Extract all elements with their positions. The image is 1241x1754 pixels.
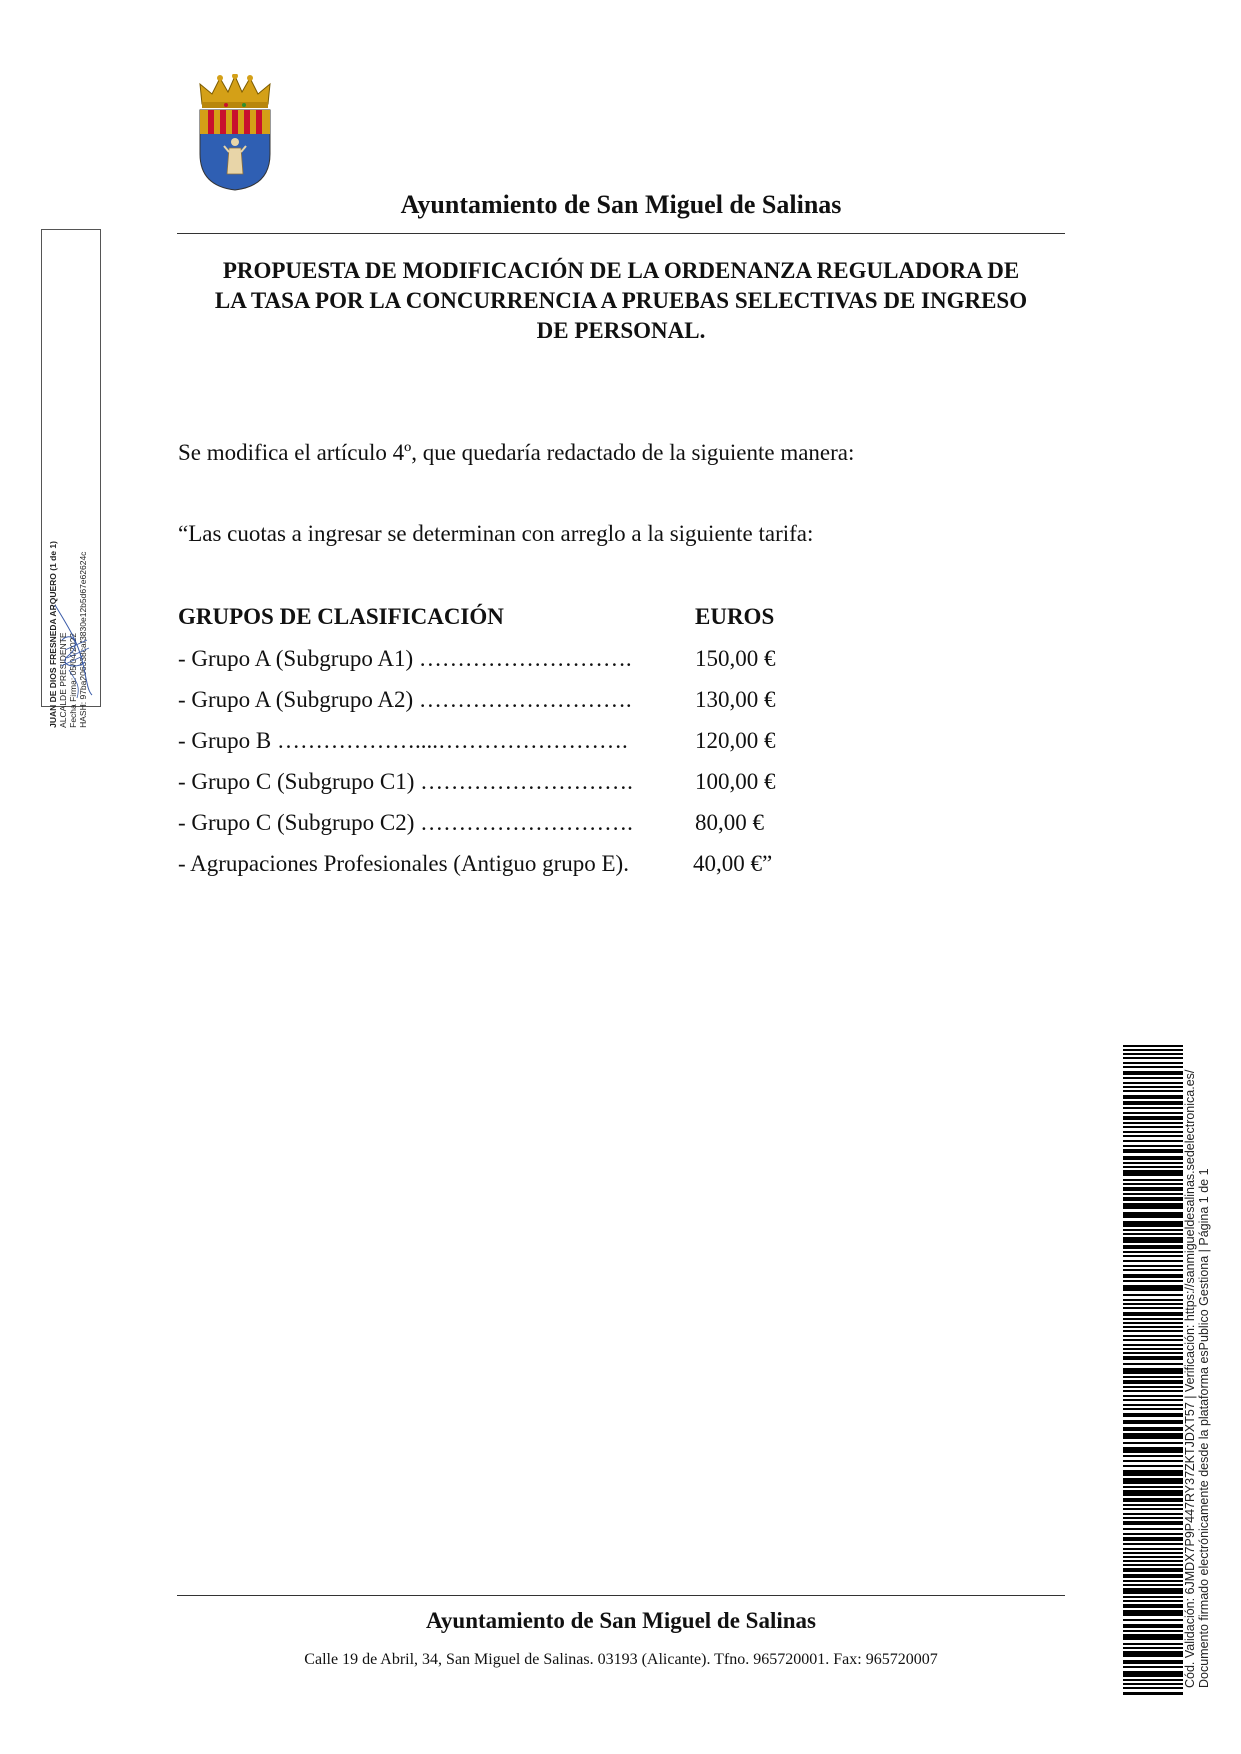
barcode-bar (1123, 1318, 1183, 1320)
barcode-bar (1123, 1260, 1183, 1262)
barcode-bar (1123, 1212, 1183, 1218)
barcode-bar (1123, 1679, 1183, 1681)
tariff-amount: 150,00 € (695, 646, 776, 671)
barcode-bar (1123, 1086, 1183, 1088)
barcode-bar (1123, 1560, 1183, 1562)
tariff-group-label: - Grupo A (Subgrupo A1) ………………………. (178, 646, 632, 671)
barcode-bar (1123, 1187, 1183, 1191)
barcode-bar (1123, 1193, 1183, 1195)
barcode-bar (1123, 1116, 1183, 1120)
barcode-bar (1123, 1339, 1183, 1341)
barcode-bar (1123, 1326, 1183, 1328)
document-title-line: DE PERSONAL. (536, 318, 706, 343)
barcode-bar (1123, 1265, 1183, 1267)
barcode-bar (1123, 1504, 1183, 1506)
barcode-bar (1123, 1344, 1183, 1346)
barcode-bar (1123, 1348, 1183, 1350)
barcode-bar (1123, 1548, 1183, 1550)
document-title-line: LA TASA POR LA CONCURRENCIA A PRUEBAS SELECTIVAS DE INGRESO (214, 288, 1028, 313)
barcode-bar (1123, 1543, 1183, 1545)
barcode-bar (1123, 1552, 1183, 1554)
footer-address: Calle 19 de Abril, 34, San Miguel de Salinas. 03193 (Alicante). Tfno. 965720001. Fax: 965720007 (304, 1651, 938, 1668)
barcode-bar (1123, 1299, 1183, 1301)
barcode-bar (1123, 1156, 1183, 1160)
barcode-bar (1123, 1687, 1183, 1689)
barcode-bar (1123, 1647, 1183, 1649)
barcode-bar (1123, 1307, 1183, 1309)
handwritten-signature-image (47, 600, 97, 700)
document-title (176, 256, 1066, 346)
barcode-bar (1123, 1600, 1183, 1602)
barcode-bar (1123, 1090, 1183, 1092)
barcode-bar (1123, 1408, 1183, 1410)
barcode-bar (1123, 1312, 1183, 1316)
tariff-row (178, 687, 818, 719)
barcode-image (1123, 1045, 1183, 1695)
barcode-bar (1123, 1513, 1183, 1515)
barcode-bar (1123, 1671, 1183, 1677)
barcode-bar (1123, 1053, 1183, 1055)
barcode-bar (1123, 1057, 1183, 1059)
barcode-bar (1123, 1619, 1183, 1621)
barcode-bar (1123, 1303, 1183, 1305)
barcode-bar (1123, 1066, 1183, 1068)
coat-of-arms-logo (196, 74, 274, 192)
barcode-bar (1123, 1413, 1183, 1417)
validation-side-text (1183, 1038, 1211, 1688)
barcode-bar (1123, 1447, 1183, 1453)
tariff-group-label: - Grupo C (Subgrupo C2) ………………………. (178, 810, 633, 835)
tariff-group-label: - Grupo B ………………....……………………. (178, 728, 628, 753)
barcode-bar (1123, 1478, 1183, 1484)
barcode-bar (1123, 1508, 1183, 1510)
barcode-bar (1123, 1322, 1183, 1324)
barcode-bar (1123, 1404, 1183, 1406)
barcode-bar (1123, 1131, 1183, 1133)
tariff-group-label: - Grupo C (Subgrupo C1) ………………………. (178, 769, 633, 794)
barcode-bar (1123, 1486, 1183, 1488)
tariff-group-label: - Grupo A (Subgrupo A2) ………………………. (178, 687, 632, 712)
barcode-bar (1123, 1294, 1183, 1296)
barcode-bar (1123, 1368, 1183, 1374)
tariff-amount: 100,00 € (695, 769, 776, 794)
barcode-bar (1123, 1237, 1183, 1243)
barcode-bar (1123, 1568, 1183, 1572)
header-divider (177, 233, 1065, 234)
barcode-bar (1123, 1660, 1183, 1664)
barcode-bar (1123, 1229, 1183, 1231)
barcode-bar (1123, 1427, 1183, 1431)
barcode-bar (1123, 1095, 1183, 1099)
tariff-group-label: - Agrupaciones Profesionales (Antiguo grupo E). (178, 851, 629, 876)
table-header-groups: GRUPOS DE CLASIFICACIÓN (178, 604, 504, 629)
barcode-bar (1123, 1330, 1183, 1332)
barcode-bar (1123, 1517, 1183, 1519)
barcode-bar (1123, 1498, 1183, 1502)
barcode-bar (1123, 1126, 1183, 1128)
barcode-bar (1123, 1528, 1183, 1530)
barcode-bar (1123, 1363, 1183, 1365)
barcode-bar (1123, 1071, 1183, 1075)
barcode-bar (1123, 1420, 1183, 1424)
barcode-bar (1123, 1455, 1183, 1457)
barcode-bar (1123, 1356, 1183, 1360)
barcode-bar (1123, 1630, 1183, 1632)
barcode-bar (1123, 1352, 1183, 1354)
barcode-bar (1123, 1564, 1183, 1566)
tariff-row (178, 646, 818, 678)
platform-signature-line: Documento firmado electrónicamente desde la plataforma esPublico Gestiona | Página 1 de 1 (1197, 1168, 1211, 1688)
barcode-bar (1123, 1285, 1183, 1291)
barcode-bar (1123, 1683, 1183, 1685)
barcode-bar (1123, 1395, 1183, 1397)
barcode-bar (1123, 1107, 1183, 1109)
signature-date: Fecha Firma: 05/04/2022 (68, 632, 78, 728)
intro-paragraph: Se modifica el artículo 4º, que quedaría redactado de la siguiente manera: (178, 440, 855, 465)
barcode-bar (1123, 1140, 1183, 1142)
barcode-bar (1123, 1335, 1183, 1337)
barcode-bar (1123, 1533, 1183, 1535)
barcode-bar (1123, 1145, 1183, 1147)
barcode-bar (1123, 1245, 1183, 1249)
barcode-bar (1123, 1433, 1183, 1439)
barcode-bar (1123, 1634, 1183, 1640)
barcode-bar (1123, 1077, 1183, 1079)
barcode-bar (1123, 1101, 1183, 1105)
barcode-bar (1123, 1643, 1183, 1645)
barcode-bar (1123, 1574, 1183, 1578)
barcode-bar (1123, 1122, 1183, 1124)
tariff-row (178, 810, 818, 842)
barcode-bar (1123, 1521, 1183, 1525)
barcode-bar (1123, 1692, 1183, 1695)
barcode-bar (1123, 1470, 1183, 1476)
barcode-bar (1123, 1221, 1183, 1227)
signature-hash: HASH: 97ba206338caf3830e12b5d67e62624c (78, 551, 88, 728)
barcode-bar (1123, 1588, 1183, 1594)
barcode-bar (1123, 1380, 1183, 1384)
barcode-bar (1123, 1584, 1183, 1586)
barcode-bar (1123, 1376, 1183, 1378)
barcode-bar (1123, 1162, 1183, 1164)
barcode-bar (1123, 1666, 1183, 1668)
barcode-bar (1123, 1274, 1183, 1278)
document-title-line: PROPUESTA DE MODIFICACIÓN DE LA ORDENANZA REGULADORA DE (222, 258, 1020, 283)
barcode-bar (1123, 1537, 1183, 1541)
barcode-bar (1123, 1251, 1183, 1253)
barcode-bar (1123, 1624, 1183, 1628)
tariff-row (178, 851, 818, 883)
signature-box (41, 229, 101, 728)
barcode-bar (1123, 1386, 1183, 1388)
barcode-bar (1123, 1062, 1183, 1064)
barcode-bar (1123, 1490, 1183, 1496)
footer-title: Ayuntamiento de San Miguel de Salinas (426, 1608, 816, 1633)
barcode-bar (1123, 1580, 1183, 1582)
barcode-bar (1123, 1596, 1183, 1598)
tariff-amount: 120,00 € (695, 728, 776, 753)
barcode-bar (1123, 1179, 1183, 1181)
barcode-bar (1123, 1442, 1183, 1444)
tariff-row (178, 728, 818, 760)
signer-role: ALCALDE PRESIDENTE (58, 632, 68, 728)
table-header-euros: EUROS (695, 604, 775, 629)
barcode-bar (1123, 1049, 1183, 1051)
barcode-bar (1123, 1149, 1183, 1153)
barcode-bar (1123, 1604, 1183, 1608)
barcode-bar (1123, 1255, 1183, 1257)
barcode-bar (1123, 1183, 1183, 1185)
barcode-bar (1123, 1460, 1183, 1462)
barcode-bar (1123, 1045, 1183, 1047)
barcode-bar (1123, 1166, 1183, 1168)
signer-name: JUAN DE DIOS FRESNEDA ARQUERO (1 de 1) (48, 541, 58, 728)
tariff-amount: 80,00 € (695, 810, 764, 835)
page-header-title: Ayuntamiento de San Miguel de Salinas (400, 190, 842, 219)
barcode-bar (1123, 1203, 1183, 1209)
barcode-bar (1123, 1269, 1183, 1271)
barcode-bar (1123, 1556, 1183, 1558)
barcode-bar (1123, 1465, 1183, 1467)
barcode-bar (1123, 1399, 1183, 1401)
barcode-bar (1123, 1197, 1183, 1201)
footer-divider (177, 1595, 1065, 1596)
tariff-amount: 130,00 € (695, 687, 776, 712)
barcode-bar (1123, 1610, 1183, 1616)
tariff-intro-paragraph: “Las cuotas a ingresar se determinan con arreglo a la siguiente tarifa: (178, 521, 814, 546)
tariff-row (178, 769, 818, 801)
barcode-bar (1123, 1280, 1183, 1282)
barcode-bar (1123, 1651, 1183, 1657)
barcode-bar (1123, 1170, 1183, 1176)
barcode-bar (1123, 1112, 1183, 1114)
barcode-bar (1123, 1390, 1183, 1392)
barcode-bar (1123, 1082, 1183, 1084)
validation-code-line: Cód. Validación: 6JMDX7P9P447RY37ZKTJDXT57 | Verificación: https://sanmigueldesalinas.sedelectronica.es/ (1183, 1069, 1197, 1688)
barcode-bar (1123, 1233, 1183, 1235)
tariff-amount: 40,00 €” (693, 851, 773, 876)
barcode-bar (1123, 1135, 1183, 1137)
